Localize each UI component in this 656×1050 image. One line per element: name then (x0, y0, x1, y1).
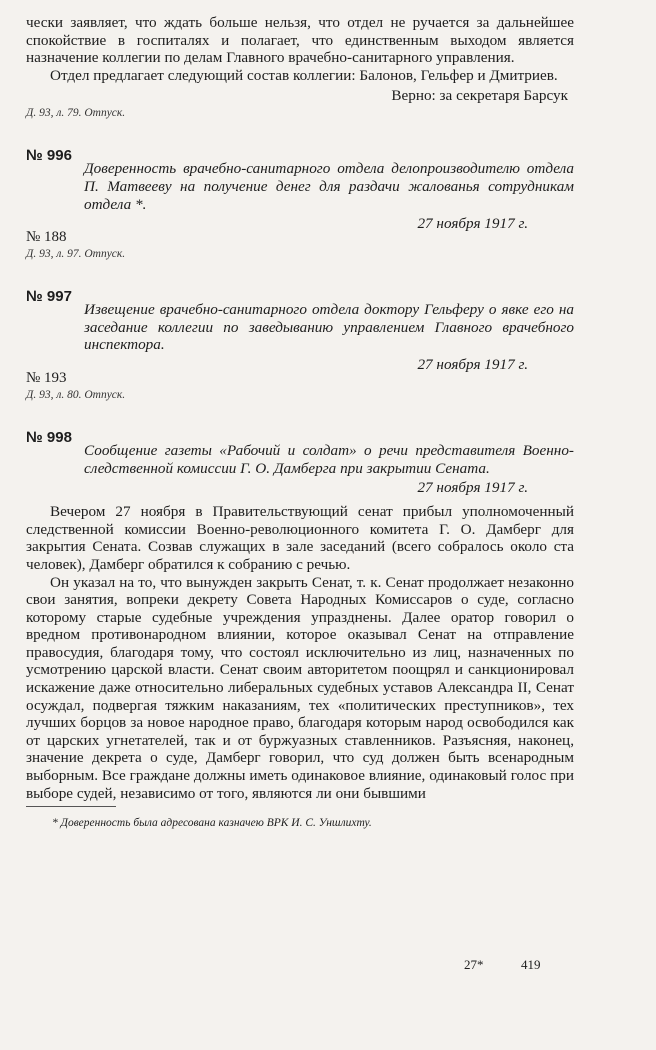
document-page (26, 14, 574, 829)
continuation-text: чески заявляет, что ждать больше нельзя, что отдел не ручается за дальнейшее спокойствие в госпиталях и полагает, что единственным выходом является назначение коллегии по делам Главного врачебно-санитарного управления. (26, 14, 574, 67)
archive-reference: Д. 93, л. 79. Отпуск. (26, 107, 126, 120)
document-number: № 996 (26, 147, 72, 165)
archive-reference: Д. 93, л. 80. Отпуск. (26, 388, 126, 401)
document-date: 27 ноября 1917 г. (417, 479, 528, 497)
footnote: * Доверенность была адресована казначею ВРК И. С. Уншлихту. (52, 817, 372, 830)
document-number: № 997 (26, 288, 72, 306)
document-title: Извещение врачебно-санитарного отдела доктору Гельферу о явке его на заседание коллегии по заведыванию управлением Главного врачебного инспектора. (84, 301, 574, 354)
document-number: № 998 (26, 428, 72, 446)
document-997 (26, 288, 574, 401)
page-number: 419 (521, 957, 541, 972)
document-date: 27 ноября 1917 г. (417, 355, 528, 373)
registration-number: № 193 (26, 369, 67, 386)
footnote-divider (26, 806, 116, 807)
signature-line: Верно: за секретаря Барсук (391, 87, 568, 105)
document-996 (26, 147, 574, 260)
proposal-text: Отдел предлагает следующий состав коллегии: Балонов, Гельфер и Дмитриев. (50, 66, 558, 84)
document-title: Доверенность врачебно-санитарного отдела делопроизводителю отдела П. Матвееву на получение денег для раздачи жалованья сотрудникам отдела *. (84, 160, 574, 213)
archive-reference: Д. 93, л. 97. Отпуск. (26, 248, 126, 261)
document-title: Сообщение газеты «Рабочий и солдат» о речи представителя Военно-следственной комиссии Г. О. Дамберга при закрытии Сената. (84, 441, 574, 477)
body-paragraph: Вечером 27 ноября в Правительствующий сенат прибыл уполномоченный следственной комиссии Военно-революционного комитета Г. О. Дамберг для закрытия Сената. Созвав служащих в зале заседаний (всего собралось около ста человек), Дамберг обратился к собранию с речью. (26, 503, 574, 573)
body-paragraph: Он указал на то, что вынужден закрыть Сенат, т. к. Сенат продолжает незаконно свои занятия, вопреки декрету Совета Народных Комиссаров о суде, согласно которому старые судебные учреждения упразднены. Далее оратор говорил о вредном противонародном влиянии, которое оказывал Сенат на отправление правосудия, благодаря тому, что состоял исключительно из лиц, назначенных по усмотрению царской власти. Сенат своим авторитетом поощрял и санкционировал искажение даже относительно либеральных судебных уставов Александра II, Сенат осуждал, подвергая тяжким наказаниям, тех «политических преступников», тех лучших борцов за новое народное право, благодаря которым народ освободился как от царских угнетателей, так и от буржуазных ставленников. Разъясняя, наконец, значение декрета о суде, Дамберг говорил, что суд должен быть всенародным выборным. Все граждане должны иметь одинаковое влияние, одинаковый голос при выборе судей, независимо от того, являются ли они бывшими (26, 573, 574, 802)
document-date: 27 ноября 1917 г. (417, 215, 528, 233)
document-998 (26, 429, 574, 802)
signature-mark: 27* (464, 957, 484, 972)
registration-number: № 188 (26, 229, 67, 246)
